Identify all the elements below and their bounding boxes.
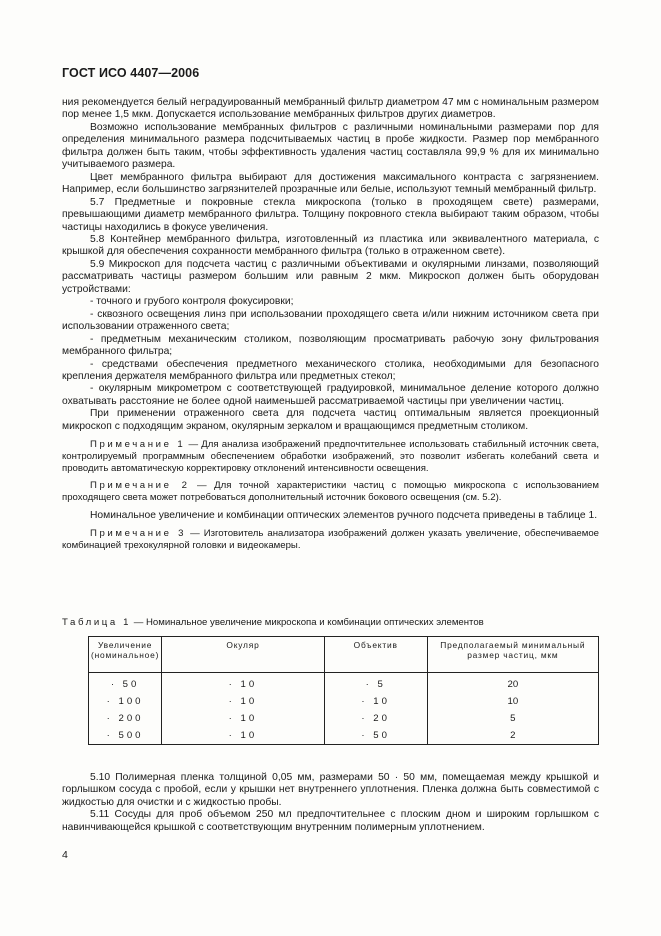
table-row [89, 727, 599, 745]
paragraph: Возможно использование мембранных фильтров с различными номинальными размерами пор для определения минимального размера подсчитываемых частиц в пробе жидкости. Размер пор мембранного фильтра должен быть таким, чтобы эффективность удаления частиц составляла 99,9 % для их минимально учитываемого размера. [62, 121, 599, 171]
table-cell: · 10 [162, 673, 325, 694]
table-row [89, 710, 599, 727]
paragraph: Номинальное увеличение и комбинации оптических элементов ручного подсчета приведены в таблице 1. [90, 509, 598, 521]
paragraph: ния рекомендуется белый неградуированный мембранный фильтр диаметром 47 мм с номинальным размером пор менее 1,5 мкм. Допускается использование мембранных фильтров других диаметров. [62, 97, 599, 121]
note-text: — Для точной характеристики частиц с помощью микроскопа с использованием проходящего света может потребоваться дополнительный источник бокового освещения (см. 5.2). [62, 480, 599, 504]
table-title [62, 617, 484, 628]
page-number: 4 [62, 849, 68, 861]
list-item: - предметным механическим столиком, позволяющим просматривать рабочую зону фильтрования мембранного фильтра; [62, 333, 599, 358]
list-item: - средствами обеспечения предметного механического столика, необходимыми для безопасного крепления держателя мембранного фильтра или предметных стекол; [62, 358, 599, 382]
list-item: - окулярным микрометром с соответствующей градуировкой, минимальное деление которого должно охватывать расстояние не более одной наименьшей рассматриваемой частицы при увеличении частиц. [62, 383, 599, 407]
table-cell: · 10 [324, 693, 427, 710]
table-cell: · 10 [162, 693, 325, 710]
table-title-text: — Номинальное увеличение микроскопа и комбинации оптических элементов [131, 617, 484, 628]
note-label: Примечание 3 [90, 528, 187, 540]
paragraph: 5.7 Предметные и покровные стекла микроскопа (только в проходящем свете) размерами, превышающими диаметр мембранного фильтра. Толщину покровного стекла выбирают таким образом, чтобы частицы находились в фокусе увеличения. [62, 196, 599, 233]
paragraph: При применении отраженного света для подсчета частиц оптимальным является проекционный микроскоп с подходящим экраном, окулярным зеркалом и вращающимся предметным столиком. [62, 408, 599, 432]
table-cell: · 100 [89, 693, 162, 710]
note-label: Примечание 1 [90, 439, 186, 451]
table-cell: · 50 [324, 727, 427, 745]
table-cell: · 10 [162, 727, 325, 745]
table-header: Окуляр [162, 637, 325, 673]
table-cell: · 10 [162, 710, 325, 727]
table-cell: 20 [427, 673, 598, 694]
document-header: ГОСТ ИСО 4407—2006 [62, 66, 200, 80]
body-text [62, 97, 599, 558]
paragraph: 5.10 Полимерная пленка толщиной 0,05 мм, размерами 50 · 50 мм, помещаемая между крышкой и горлышком сосуда с пробой, если у крышки нет внутреннего уплотнения. Пленка должна быть совместимой с жидкостью для очистки и с жидкостью пробы. [62, 772, 599, 808]
magnification-table [88, 636, 599, 745]
table-header-row [89, 637, 599, 673]
table-title-label: Таблица 1 [62, 617, 132, 628]
list-item: - сквозного освещения линз при использовании проходящего света и/или нижним источником света при использовании отраженного света; [62, 308, 599, 333]
note-2 [62, 480, 599, 503]
table-cell: · 200 [89, 710, 162, 727]
note-text: — Для анализа изображений предпочтительнее использовать стабильный источник света, контролируемый программным обеспечением обработки изображений, это позволит избегать колебаний света и проводить автоматическую корректировку отклонений интенсивности освещения. [62, 439, 599, 474]
table-cell: · 5 [324, 673, 427, 694]
table-cell: 2 [427, 727, 598, 745]
table-row [89, 673, 599, 694]
table-cell: · 500 [89, 727, 162, 745]
table-cell: · 20 [324, 710, 427, 727]
body-text-after-table [62, 772, 599, 834]
note-1 [62, 439, 599, 474]
table-header: Увеличение (номинальное) [89, 637, 162, 673]
list-item: - точного и грубого контроля фокусировки; [90, 296, 294, 308]
table-header: Объектив [324, 637, 427, 673]
paragraph: 5.8 Контейнер мембранного фильтра, изготовленный из пластика или эквивалентного материала, с крышкой для обеспечения сохранности мембранного фильтра (только в отраженном свете). [62, 233, 599, 258]
paragraph: 5.9 Микроскоп для подсчета частиц с различными объективами и окулярными линзами, позволяющий рассматривать частицы размером большим или равным 2 мкм. Микроскоп должен быть оборудован устройствами: [62, 258, 599, 295]
note-text: — Изготовитель анализатора изображений должен указать увеличение, обеспечиваемое комбинацией трехокулярной головки и видеокамеры. [62, 528, 600, 551]
table-row [89, 693, 599, 710]
table-cell: 10 [427, 693, 598, 710]
paragraph: Цвет мембранного фильтра выбирают для достижения максимального контраста с загрязнением. Например, если большинство загрязнителей прозрачные или белые, используют темный мембранный фильтр. [62, 171, 599, 196]
table-cell: 5 [427, 710, 598, 727]
table-cell: · 50 [89, 673, 162, 694]
note-label: Примечание 2 [90, 480, 190, 492]
paragraph: 5.11 Сосуды для проб объемом 250 мл предпочтительнее с плоским дном и широким горлышком с навинчивающейся крышкой с соответствующим внутренним полимерным уплотнением. [62, 809, 599, 833]
note-3 [62, 528, 599, 551]
table-header: Предполагаемый минимальный размер частиц, мкм [427, 637, 598, 673]
